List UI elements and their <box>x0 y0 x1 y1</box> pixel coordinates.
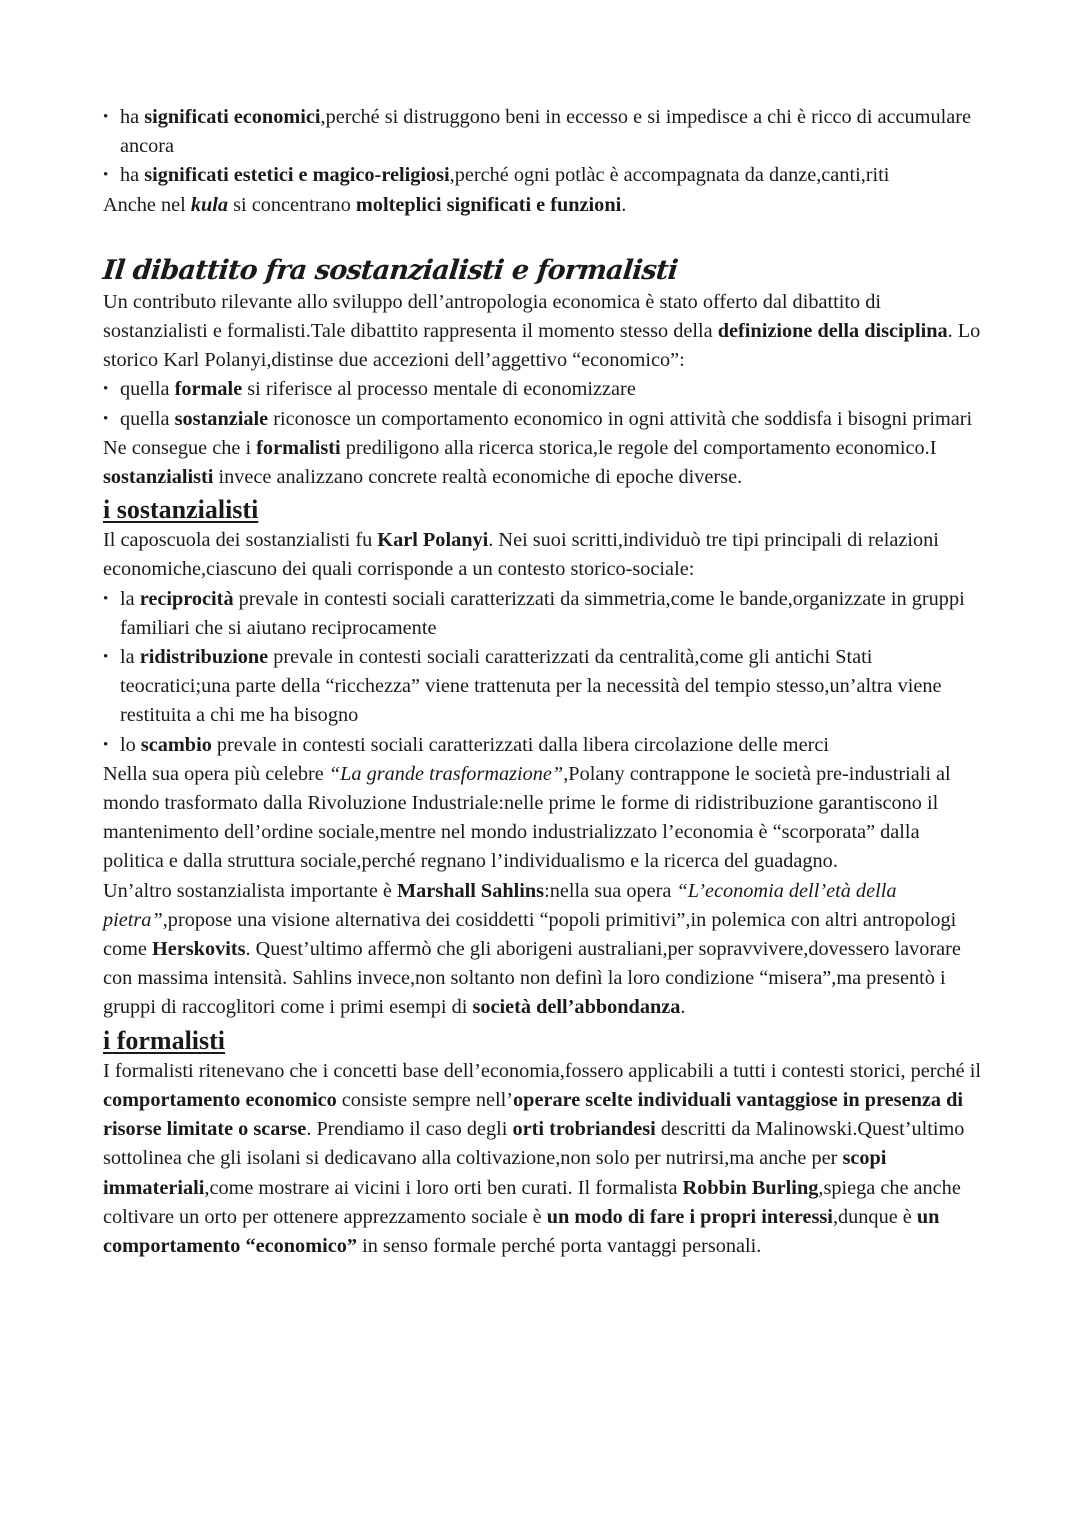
text-run: prevale in contesti sociali caratterizzati da simmetria,come le bande,organizzate in gruppi familiari che si aiutano reciprocamente <box>120 587 965 639</box>
bold-text: orti trobriandesi <box>512 1118 656 1141</box>
bullet-item <box>103 643 983 731</box>
text-run: si concentrano <box>228 193 356 216</box>
text-run: . Quest’ultimo affermò che gli aborigeni australiani,per sopravvivere,dovessero lavorare con massima intensità. Sahlins invece,non soltanto non definì la loro condizione “misera”,ma presentò i gruppi di raccoglitori come i primi esempi di <box>103 938 961 1019</box>
bold-text: operare scelte individuali vantaggiose in presenza di risorse limitate o scarse <box>103 1088 963 1141</box>
bold-text: Marshall Sahlins <box>397 879 545 902</box>
text-run: ,perché ogni potlàc è accompagnata da danze,canti,riti <box>449 164 890 187</box>
text-run: ,propose una visione alternativa dei cosiddetti “popoli primitivi”,in polemica con altri antropologi come <box>103 908 957 961</box>
text-run: Nella sua opera più celebre <box>103 762 329 785</box>
text-run: consiste sempre nell’ <box>336 1088 514 1111</box>
text-run: ,Polany contrappone le società pre-industriali al mondo trasformato dalla Rivoluzione Industriale:nelle prime le forme di ridistribuzione garantiscono il mantenimento dell’ordine sociale,mentre nel mondo industrializzato l’economia è “scorporata” dalla politica e dalla struttura sociale,perché regnano l’individualismo e la ricerca del guadagno. <box>103 762 951 873</box>
text-run: . Lo storico Karl Polanyi,distinse due accezioni dell’aggettivo “economico”: <box>103 320 981 372</box>
bold-text: un comportamento “economico” <box>103 1205 940 1257</box>
text-run: la <box>120 587 140 610</box>
text-run: prediligono alla ricerca storica,le regole del comportamento economico.I <box>340 436 937 459</box>
paragraph <box>103 526 983 584</box>
text-run: quella <box>120 407 175 430</box>
text-run: la <box>120 646 140 669</box>
text-run: ,perché si distruggono beni in eccesso e si impedisce a chi è ricco di accumulare ancora <box>120 106 971 158</box>
bold-text: un modo di fare i propri interessi <box>546 1205 833 1228</box>
italic-text: “L’economia dell’età della pietra” <box>103 879 897 931</box>
text-run: riconosce un comportamento economico in ogni attività che soddisfa i bisogni primari <box>268 407 973 430</box>
text-run: . Prendiamo il caso degli <box>306 1118 513 1141</box>
text-run: Anche nel <box>103 193 191 216</box>
text-run: invece analizzano concrete realtà economiche di epoche diverse. <box>213 466 743 489</box>
bold-text: formalisti <box>256 436 341 459</box>
bold-text: definizione della disciplina <box>717 320 948 343</box>
text-run: descritti da Malinowski.Quest’ultimo sottolinea che gli isolani si dedicavano alla coltivazione,non solo per nutrirsi,ma anche per <box>103 1118 965 1170</box>
text-run: prevale in contesti sociali caratterizzati dalla libera circolazione delle merci <box>211 733 829 756</box>
text-run: . Nei suoi scritti,individuò tre tipi principali di relazioni economiche,ciascuno dei quali corrisponde a un contesto storico-sociale: <box>103 529 939 581</box>
bold-text: scopi immateriali <box>103 1147 887 1199</box>
bold-text: significati economici <box>144 106 321 128</box>
text-run: in senso formale perché porta vantaggi personali. <box>357 1234 762 1257</box>
bold-text: sostanzialisti <box>103 466 214 489</box>
bold-text: società dell’abbondanza <box>472 996 681 1019</box>
bullet-item <box>103 103 983 161</box>
subsection-heading <box>103 494 983 526</box>
bold-text: sostanziale <box>174 407 269 430</box>
bullet-item <box>103 405 983 434</box>
bullet-item <box>103 585 983 643</box>
text-run: ,dunque è <box>832 1205 917 1228</box>
text-run: lo <box>120 733 141 756</box>
bold-text: Herskovits <box>152 938 246 961</box>
text-run: si riferisce al processo mentale di economizzare <box>242 378 636 401</box>
bullet-item <box>103 375 983 404</box>
text-run: Il dibattito fra sostanzialisti e formalisti <box>101 254 679 286</box>
text-run: Un’altro sostanzialista importante è <box>103 879 397 902</box>
text-run: . <box>621 193 627 216</box>
text-run: ,spiega che anche coltivare un orto per ottenere apprezzamento sociale è <box>103 1176 961 1228</box>
bold-text: molteplici significati e funzioni <box>355 193 622 216</box>
text-run: ha <box>120 106 145 128</box>
text-run: ha <box>120 164 145 187</box>
subsection-heading <box>103 1025 983 1057</box>
paragraph <box>103 434 983 492</box>
bold-text: Robbin Burling <box>682 1176 819 1199</box>
bold-text: comportamento economico <box>103 1088 337 1111</box>
bold-text: scambio <box>140 733 212 756</box>
text-run: i formalisti <box>103 1025 226 1055</box>
bold-text: Karl Polanyi <box>377 529 489 552</box>
bullet-item <box>103 731 983 760</box>
bold-text: reciprocità <box>139 587 234 610</box>
text-run: . <box>680 996 686 1019</box>
bold-text: formale <box>174 378 243 401</box>
paragraph <box>103 877 983 1023</box>
bold-text: kula <box>190 193 229 216</box>
text-run: i sostanzialisti <box>103 495 259 525</box>
text-run: prevale in contesti sociali caratterizzati da centralità,come gli antichi Stati teocratici;una parte della “ricchezza” viene trattenuta per la necessità del tempio stesso,un’altra viene restituita a chi me ha bisogno <box>120 646 942 727</box>
text-run: Ne consegue che i <box>103 436 257 459</box>
bold-text: ridistribuzione <box>139 646 269 669</box>
paragraph <box>103 1057 983 1261</box>
text-run: Un contributo rilevante allo sviluppo dell’antropologia economica è stato offerto dal dibattito di sostanzialisti e formalisti.Tale dibattito rappresenta il momento stesso della <box>103 290 881 343</box>
paragraph <box>103 288 983 376</box>
document-page <box>103 103 983 1261</box>
italic-text: “La grande trasformazione” <box>328 762 564 785</box>
text-run: :nella sua opera <box>544 879 677 902</box>
paragraph <box>103 191 983 220</box>
text-run: I formalisti ritenevano che i concetti base dell’economia,fossero applicabili a tutti i contesti storici, perché il <box>103 1059 981 1082</box>
paragraph <box>103 760 983 877</box>
text-run: Il caposcuola dei sostanzialisti fu <box>103 529 378 552</box>
text-run: ,come mostrare ai vicini i loro orti ben curati. Il formalista <box>204 1176 683 1199</box>
text-run: quella <box>120 378 175 401</box>
bullet-item <box>103 161 983 190</box>
section-heading <box>101 254 985 288</box>
bold-text: significati estetici e magico-religiosi <box>144 164 450 187</box>
